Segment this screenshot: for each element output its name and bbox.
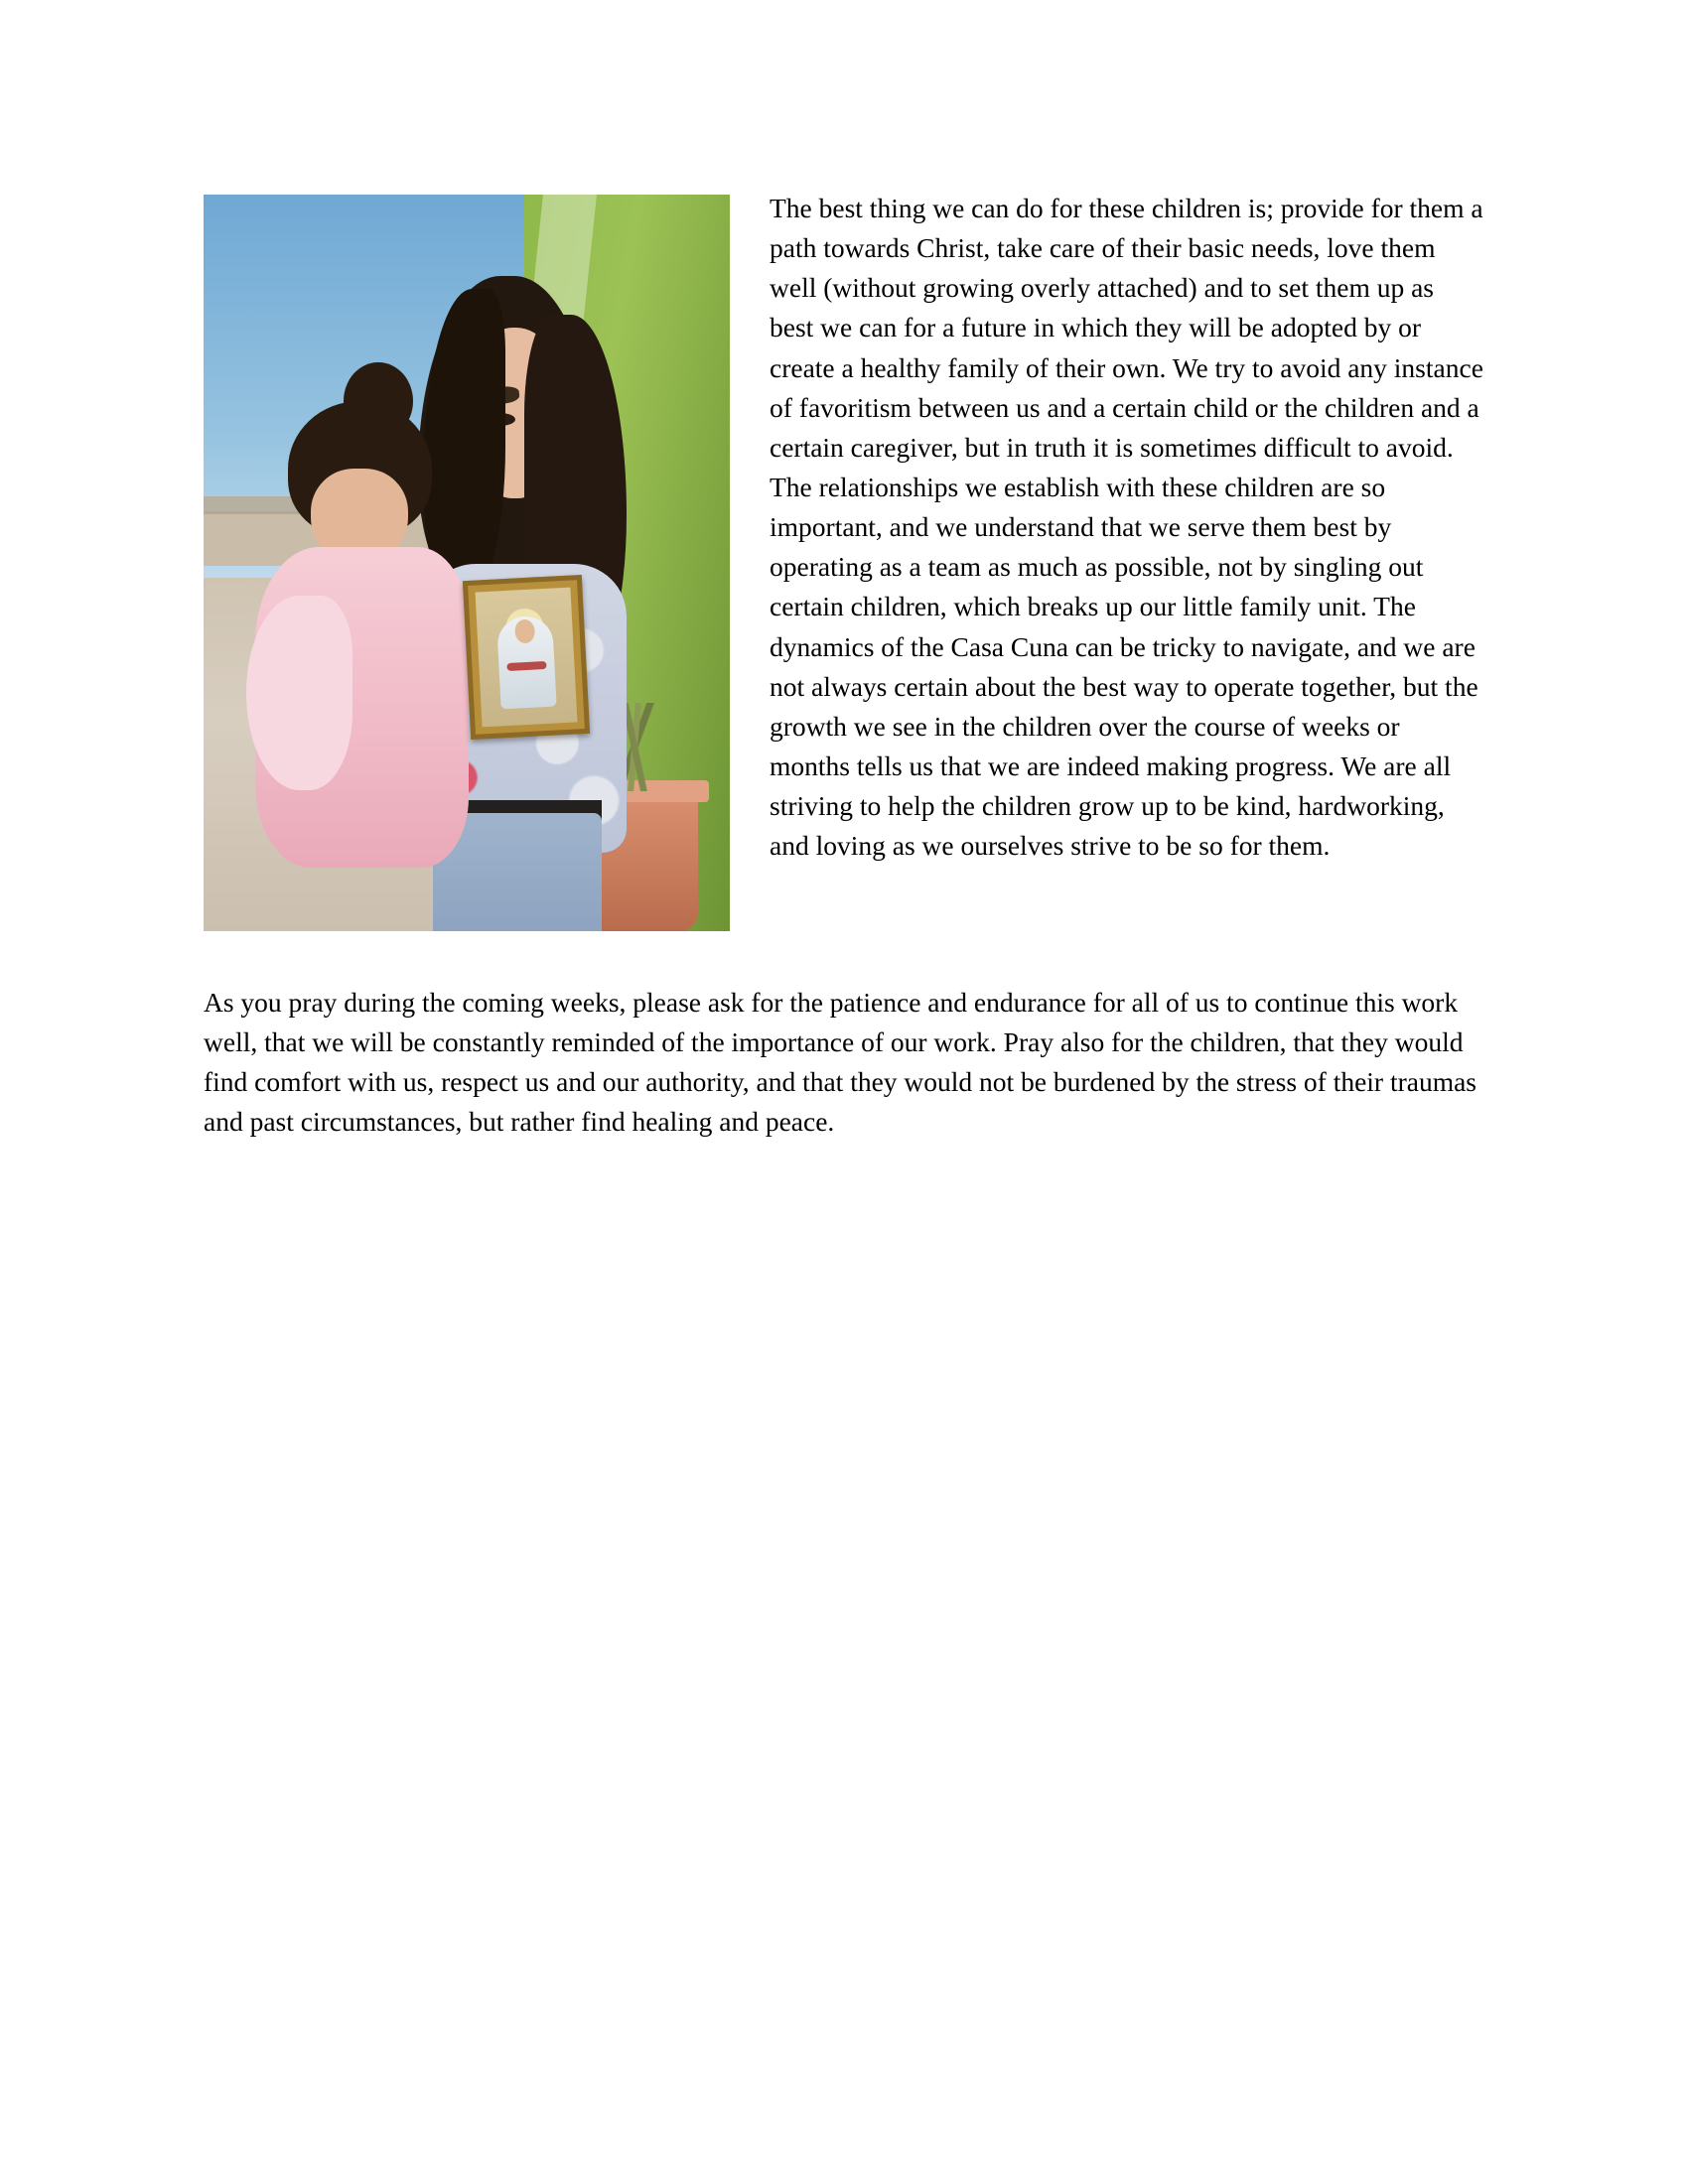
paragraph-2: As you pray during the coming weeks, please ask for the patience and endurance for all of us to continue this work well, that we will be constantly reminded of the importance of our work. Pray also for the children, that they would find comfort with us, respect us and our authority, and that they would not be burdened by the stress of their traumas and past circumstances, but rather find healing and peace.	[204, 987, 1477, 1138]
child-figure	[251, 401, 483, 887]
photo-woman-holding-child-with-icon	[204, 195, 730, 931]
document-body	[204, 189, 1484, 1143]
framed-religious-icon	[463, 575, 590, 740]
child-dress-sleeve	[246, 596, 352, 790]
paragraph-1: The best thing we can do for these children is; provide for them a path towards Christ, take care of their basic needs, love them well (without growing overly attached) and to set them up as best we can for a future in which they will be adopted by or create a healthy family of their own. We try to avoid any instance of favoritism between us and a certain child or the children and a certain caregiver, but in truth it is sometimes difficult to avoid. The relationships we establish with these children are so important, and we understand that we serve them best by operating as a team as much as possible, not by singling out certain children, which breaks up our little family unit. The dynamics of the Casa Cuna can be tricky to navigate, and we are not always certain about the best way to operate together, but the growth we see in the children over the course of weeks or months tells us that we are indeed making progress. We are all striving to help the children grow up to be kind, hardworking, and loving as we ourselves strive to be so for them.	[770, 193, 1483, 862]
icon-artwork	[476, 587, 578, 727]
figure-container	[204, 195, 730, 931]
